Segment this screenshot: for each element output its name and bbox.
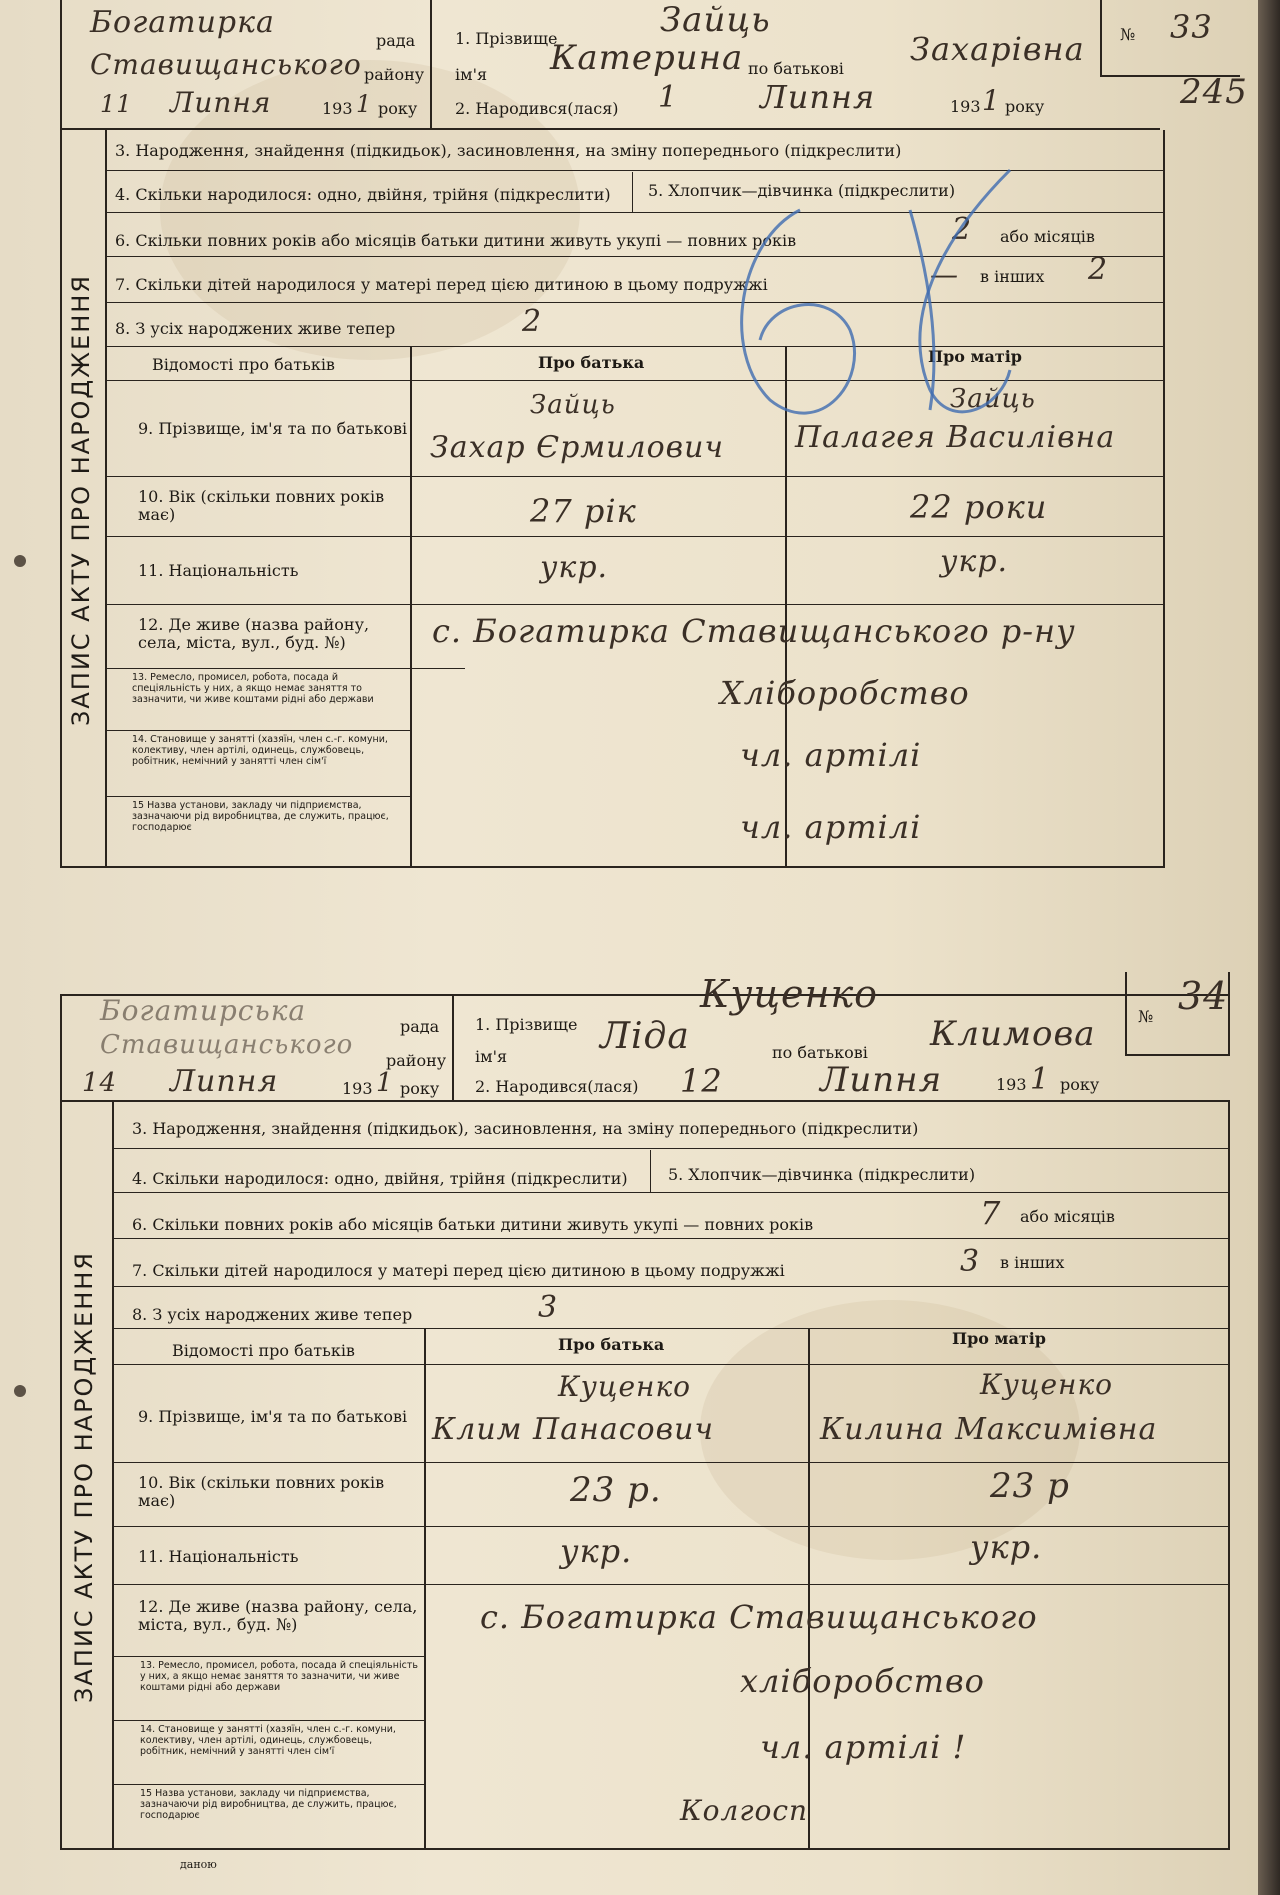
birth-month: Липня	[820, 1060, 943, 1100]
year-prefix: 193	[996, 1075, 1027, 1094]
reg-day: 11	[100, 90, 133, 118]
q12-label: 12. Де живе (назва району, села, міста, вул., буд. №)	[138, 1597, 418, 1634]
residence: с. Богатирка Ставищанського р-ну	[432, 612, 1076, 650]
q5-label: 5. Хлопчик—дівчинка (підкреслити)	[648, 181, 956, 200]
institution: чл. артілі	[740, 808, 922, 846]
father-header: Про батька	[538, 353, 645, 372]
q7-label: 7. Скільки дітей народилося у матері перед цією дитиною в цьому подружжі	[115, 275, 768, 294]
district-handwritten: Ставищанського	[90, 48, 362, 81]
year-prefix: 193	[950, 97, 981, 116]
parents-header: Відомості про батьків	[152, 355, 335, 374]
raionu-label: району	[386, 1051, 447, 1070]
page-edge	[1258, 0, 1280, 1895]
side-title: ЗАПИС АКТУ ПРО НАРОДЖЕННЯ	[70, 1251, 98, 1703]
bottom-fragment: даною	[180, 1858, 217, 1871]
roku-label: року	[400, 1079, 440, 1098]
q10-label: 10. Вік (скільки повних років має)	[138, 1473, 385, 1510]
q3-label: 3. Народження, знайдення (підкидьок), засиновлення, на зміну попереднього (підкреслити)	[115, 141, 902, 160]
record-number: 34	[1178, 974, 1229, 1018]
reg-year: 1	[376, 1068, 394, 1098]
q10-label: 10. Вік (скільки повних років має)	[138, 487, 385, 524]
q8-label: 8. З усіх народжених живе тепер	[115, 319, 396, 338]
birth-year: 1	[1030, 1062, 1051, 1097]
q7-other-label: в інших	[980, 267, 1045, 286]
reg-day: 14	[82, 1068, 118, 1098]
q6-months-label: або місяців	[1000, 227, 1095, 246]
punch-hole	[14, 1385, 26, 1397]
q6-years-value: 7	[980, 1194, 1002, 1232]
birth-day: 12	[680, 1062, 723, 1100]
punch-hole	[14, 555, 26, 567]
number-sign: №	[1138, 1007, 1154, 1026]
rada-label: рада	[376, 31, 416, 50]
mother-header: Про матір	[928, 347, 1022, 366]
child-surname: Куценко	[700, 972, 879, 1016]
roku-label: року	[1060, 1075, 1100, 1094]
residence: с. Богатирка Ставищанського	[480, 1598, 1038, 1636]
number-sign: №	[1120, 25, 1136, 44]
stamp-number: 245	[1180, 72, 1248, 112]
district-handwritten: Ставищанського	[100, 1030, 354, 1060]
year-prefix: 193	[322, 99, 353, 118]
mother-nationality: укр.	[940, 544, 1009, 579]
born-label: 2. Народився(лася)	[455, 99, 619, 118]
q7-other-label: в інших	[1000, 1253, 1065, 1272]
position: чл. артілі !	[760, 1728, 967, 1766]
occupation: Хліборобство	[720, 674, 970, 712]
blue-pencil-mark	[680, 150, 1130, 440]
q15-label: 15 Назва установи, закладу чи підприємства, зазначаючи рід виробництва, де служить, працює, господарює	[132, 800, 389, 833]
patronymic-label: по батькові	[748, 59, 844, 78]
q14-label: 14. Становище у занятті (хазяїн, член с.-г. комуни, колективу, член артілі, одинець, службовець, робітник, немічний у занятті член сім'ї	[140, 1724, 396, 1757]
q6-label: 6. Скільки повних років або місяців батьки дитини живуть укупі — повних років	[115, 231, 797, 250]
q8-value: 2	[522, 304, 543, 339]
council-handwritten: Богатирка	[90, 5, 275, 40]
name-label: ім'я	[475, 1047, 508, 1066]
q7-this-value: 3	[960, 1244, 981, 1279]
q9-label: 9. Прізвище, ім'я та по батькові	[138, 1407, 408, 1426]
q3-label: 3. Народження, знайдення (підкидьок), засиновлення, на зміну попереднього (підкреслити)	[132, 1119, 919, 1138]
father-header: Про батька	[558, 1335, 665, 1354]
mother-nationality: укр.	[970, 1528, 1043, 1566]
q8-label: 8. З усіх народжених живе тепер	[132, 1305, 413, 1324]
record-number: 33	[1170, 8, 1213, 46]
q12-label: 12. Де живе (назва району, села, міста, вул., буд. №)	[138, 615, 370, 652]
father-surname: Куценко	[558, 1370, 692, 1403]
raionu-label: району	[364, 65, 425, 84]
q11-label: 11. Національність	[138, 561, 299, 580]
q11-label: 11. Національність	[138, 1547, 299, 1566]
born-label: 2. Народився(лася)	[475, 1077, 639, 1096]
birth-day: 1	[658, 80, 679, 115]
surname-label: 1. Прізвище	[475, 1015, 578, 1034]
father-nationality: укр.	[540, 550, 609, 585]
q4-label: 4. Скільки народилося: одно, двійня, трійня (підкреслити)	[132, 1169, 628, 1188]
q8-value: 3	[538, 1290, 559, 1325]
father-age: 23 р.	[570, 1470, 662, 1510]
child-first-name: Катерина	[550, 38, 744, 78]
roku-label: року	[378, 99, 418, 118]
father-surname: Зайць	[530, 390, 616, 420]
reg-month: Липня	[170, 1064, 279, 1099]
q7-label: 7. Скільки дітей народилося у матері перед цією дитиною в цьому подружжі	[132, 1261, 785, 1280]
year-prefix: 193	[342, 1079, 373, 1098]
mother-age: 23 р	[990, 1466, 1070, 1506]
q14-label: 14. Становище у занятті (хазяїн, член с.-г. комуни, колективу, член артілі, одинець, службовець, робітник, немічний у занятті член сім'ї	[132, 734, 388, 767]
mother-surname: Куценко	[980, 1368, 1114, 1401]
mother-surname: Зайць	[950, 384, 1036, 414]
roku-label: року	[1005, 97, 1045, 116]
mother-header: Про матір	[952, 1329, 1046, 1348]
name-label: ім'я	[455, 65, 488, 84]
council-handwritten: Богатирська	[100, 994, 307, 1027]
reg-month: Липня	[170, 86, 272, 119]
child-surname: Зайць	[660, 0, 771, 40]
q4-label: 4. Скільки народилося: одно, двійня, трійня (підкреслити)	[115, 185, 611, 204]
q6-months-label: або місяців	[1020, 1207, 1115, 1226]
child-patronymic: Захарівна	[910, 30, 1085, 68]
q9-label: 9. Прізвище, ім'я та по батькові	[138, 419, 408, 438]
q7-other-value: 2	[1088, 252, 1109, 287]
birth-month: Липня	[760, 78, 876, 116]
q13-label: 13. Ремесло, промисел, робота, посада й спеціяльність у них, а якщо немає заняття то зазначити, чи живе коштами рідні або держави	[132, 672, 374, 705]
q6-label: 6. Скільки повних років або місяців батьки дитини живуть укупі — повних років	[132, 1215, 814, 1234]
father-name: Захар Єрмилович	[430, 430, 725, 465]
mother-name: Палагея Василівна	[795, 420, 1116, 455]
rada-label: рада	[400, 1017, 440, 1036]
institution: Колгосп	[680, 1794, 809, 1827]
q7-this-value: —	[930, 258, 959, 291]
patronymic-label: по батькові	[772, 1043, 868, 1062]
position: чл. артілі	[740, 736, 922, 774]
surname-label: 1. Прізвище	[455, 29, 558, 48]
q6-years-value: 2	[952, 212, 973, 247]
father-name: Клим Панасович	[432, 1412, 715, 1447]
birth-record-2	[60, 972, 1240, 1872]
birth-record-1	[60, 0, 1248, 870]
q5-label: 5. Хлопчик—дівчинка (підкреслити)	[668, 1165, 976, 1184]
side-title: ЗАПИС АКТУ ПРО НАРОДЖЕННЯ	[67, 274, 95, 726]
reg-year: 1	[356, 90, 373, 118]
mother-name: Килина Максимівна	[820, 1412, 1158, 1447]
child-patronymic: Климова	[930, 1014, 1096, 1054]
occupation: хліборобство	[740, 1662, 985, 1700]
father-nationality: укр.	[560, 1532, 633, 1570]
father-age: 27 рік	[530, 492, 637, 530]
birth-year: 1	[982, 84, 1001, 117]
mother-age: 22 роки	[910, 488, 1048, 526]
q15-label: 15 Назва установи, закладу чи підприємства, зазначаючи рід виробництва, де служить, працює, господарює	[140, 1788, 397, 1821]
child-first-name: Ліда	[600, 1016, 690, 1057]
parents-header: Відомості про батьків	[172, 1341, 355, 1360]
q13-label: 13. Ремесло, промисел, робота, посада й спеціяльність у них, а якщо немає заняття то зазначити, чи живе коштами рідні або держави	[140, 1660, 418, 1693]
